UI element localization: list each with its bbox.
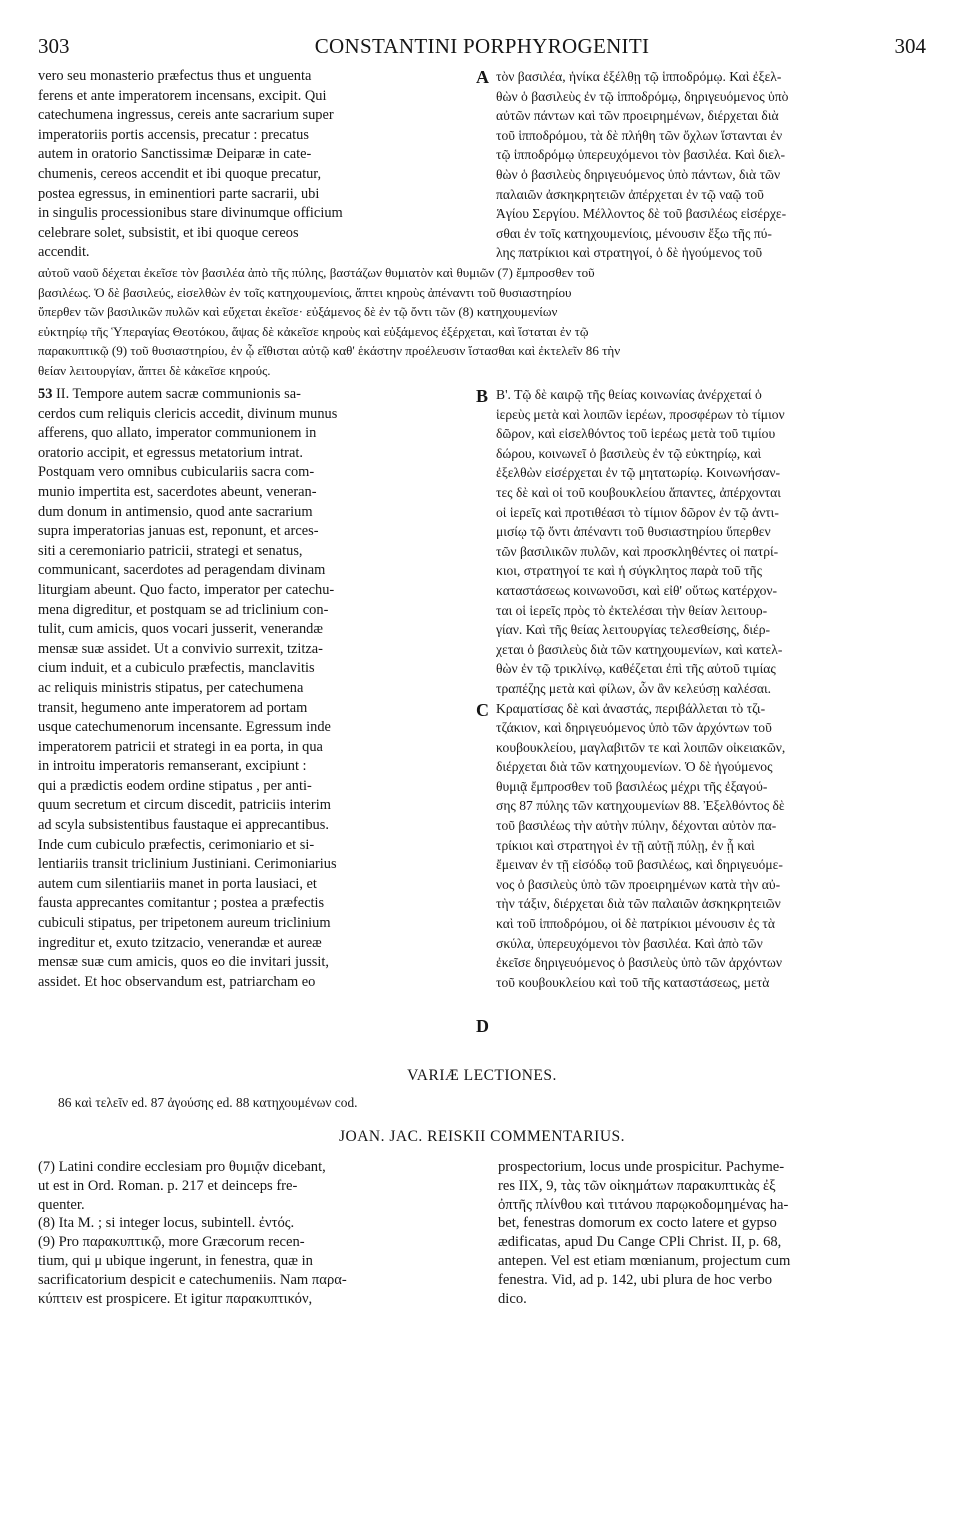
greek-line: ἱερεὺς μετὰ καὶ λοιπῶν ἱερέων, προσφέρων τὸ τίμιον [496,406,785,422]
commentary-line: κύπτειν est prospicere. Et igitur παρακυπτικόν, [38,1290,313,1307]
greek-full-line: παρακυπτικῷ (9) τοῦ θυσιαστηρίου, ἐν ᾧ εἴθισται αὐτῷ καθ' ἑκάστην προέλευσιν ἵστασθαι καὶ ἐκτελεῖν 86 τὴν [38,343,621,359]
commentary-line: dico. [498,1290,527,1307]
running-title: CONSTANTINI PORPHYROGENITI [314,34,650,58]
greek-line: θυμιᾷ ἔμπροσθεν τοῦ βασιλέως μέχρι τῆς ἐξαγού- [496,778,768,794]
commentary-line: res IIX, 9, τὰς τῶν οἰκημάτων παρακυπτικὰς ἐξ [498,1177,776,1194]
latin-main-first-line [38,385,472,405]
greek-line: κιοι, στρατηγοί τε καὶ ἡ σύγκλητος παρὰ τοῦ τῆς [496,563,763,579]
greek-line: καταστάσεως κοινωνοῦσι, καὶ εἰθ' οὕτως κατέρχον- [496,582,778,598]
greek-line: τοῦ βασιλέως τὴν αὐτὴν πύλην, δέχονται αὐτὸν πα- [496,818,777,834]
greek-full-line: βασιλέως. Ὁ δὲ βασιλεύς, εἰσελθὼν ἐν τοῖς κατηχουμενίοις, ἅπτει κηροὺς ἀπέναντι τοῦ θυσιαστηρίου [38,284,572,300]
latin-line: mensæ suæ assidet. Ut a convivio surrexit, tzitza- [38,640,323,657]
latin-line: chumenis, cereos accendit et ibi quoque precatur, [38,165,322,182]
margin-letter-a: A [476,67,489,87]
greek-line: τῷ ἱπποδρόμῳ ὑπερευχόμενοι τὸν βασιλέα. Καὶ διελ- [496,147,786,163]
latin-line: transit, hegumeno ante imperatorem ad portam [38,699,308,716]
greek-line: τζάκιον, καὶ δηριγευόμενος ὑπὸ τῶν ἀρχόντων τοῦ [496,720,772,736]
commentary-line: ὀπτῆς πλίνθου καὶ τιτάνου παρῳκοδομημένας ha- [498,1196,789,1213]
greek-line: ἐξελθὼν εἰσέρχεται ἐν τῷ μητατωρίῳ. Κοινωνήσαν- [496,465,781,481]
greek-line: τῶν βασιλικῶν πυλῶν, καὶ προσκληθέντες οἱ πατρί- [496,543,779,559]
commentary-line: quenter. [38,1196,85,1213]
latin-line: catechumena ingressus, cereis ante sacrarium super [38,107,334,124]
commentary-line: tium, qui μ ubique ingerunt, in fenestra, quæ in [38,1252,313,1269]
greek-line: οἱ ἱερεῖς καὶ προτιθέασι τὸ τίμιον δῶρον ἐν τῷ ἀντι- [496,504,779,520]
greek-full-line: εὐκτηρίῳ τῆς Ὑπεραγίας Θεοτόκου, ἅψας δὲ κἀκεῖσε κηροὺς καὶ εὐξάμενος ἐξέρχεται, καὶ ἵσταται ἐν τῷ [38,323,589,339]
variae-heading: VARIÆ LECTIONES. [407,1067,557,1084]
variae-lectiones: 86 καὶ τελεῖν ed. 87 ἀγούσης ed. 88 κατηχουμένων cod. [58,1095,358,1110]
latin-line: fausta apprecantes comitantur ; postea a præfectis [38,895,325,912]
greek-full-line: θείαν λειτουργίαν, ἅπτει δὲ κἀκεῖσε κηρούς. [38,362,271,378]
latin-line: mena digreditur, et postquam se ad triclinium con- [38,601,329,618]
commentary-line: fenestra. Vid, ad p. 142, ubi plura de hoc verbo [498,1271,773,1288]
section-number: 53 [38,386,53,402]
latin-line: vero seu monasterio præfectus thus et unguenta [38,68,312,84]
latin-line: Postquam vero omnibus cubiculariis sacra com- [38,464,315,481]
greek-line: χεται ὁ βασιλεὺς διὰ τῶν κατηχουμενίων, καὶ κατελ- [496,641,783,657]
commentary-line: ædificatas, apud Du Cange CPli Christ. II, p. 68, [498,1234,782,1251]
greek-full-line: αὐτοῦ ναοῦ δέχεται ἐκεῖσε τὸν βασιλέα ἀπὸ τῆς πύλης, βαστάζων θυμιατὸν καὶ θυμιῶν (7) ἔμπροσθεν τοῦ [38,265,595,280]
greek-line: ἐκεῖσε δηριγευόμενος ὁ βασιλεὺς ὑπὸ τῶν ἀρχόντων [496,955,782,971]
page-header [38,34,926,62]
greek-line: θὼν ὁ βασιλεὺς ἐν τῷ ἱπποδρόμῳ, δηριγευόμενος ὑπὸ [496,88,789,104]
greek-line: γίαν. Καὶ τῆς θείας λειτουργίας τελεσθείσης, διέρ- [496,622,771,638]
greek-line: λης πατρίκιοι καὶ στρατηγοί, ὁ δὲ ἡγούμενος τοῦ [496,245,763,261]
commentary-line: bet, fenestras domorum ex cocto latere et gypso [498,1215,777,1232]
greek-line: νος ὁ βασιλεὺς ὑπὸ τῶν προειρημένων κατὰ τὴν αὐ- [496,876,781,892]
latin-line: accendit. [38,244,90,261]
latin-line: autem cum silentiariis manet in porta lausiaci, et [38,875,317,892]
greek-line: δώρου, κοινωνεῖ ὁ βασιλεὺς ἐν τῷ εὐκτηρίῳ, καὶ [496,445,762,461]
latin-line: postea egressus, in eminentiori parte sacrarii, ubi [38,185,320,202]
greek-line: κουβουκλείου, μαγλαβιτῶν τε καὶ λοιπῶν οἰκειακῶν, [496,739,786,755]
latin-line: communicant, sacerdotes ad peragendam divinam [38,562,326,579]
margin-letter-d: D [476,1016,489,1036]
greek-line: ἔμειναν ἐν τῇ εἰσόδῳ τοῦ βασιλέως, καὶ δηριγευόμε- [496,857,783,873]
commentary-right-column [498,1158,926,1308]
greek-line: Ἁγίου Σεργίου. Μέλλοντος δὲ τοῦ βασιλέως εἰσέρχε- [496,206,787,222]
latin-line: afferens, quo allato, imperator communionem in [38,425,317,442]
latin-line: mensæ suæ cum amicis, quos eo die invitari jussit, [38,954,329,971]
greek-line: τραπέζης μετὰ καὶ φίλων, ὧν ἂν κελεύσῃ καλέσαι. [496,680,772,696]
greek-line: τοῦ ἱπποδρόμου, τὰ δὲ πλήθη τῶν ὄχλων ἵστανται ἐν [496,127,783,143]
greek-line: τοῦ κουβουκλείου καὶ τοῦ τῆς καταστάσεως, μετὰ [496,974,770,990]
latin-line: munio impertita est, sacerdotes abeunt, veneran- [38,483,317,500]
latin-line: autem in oratorio Sanctissimæ Deiparæ in cate- [38,146,312,163]
latin-line: tulit, cum amicis, quos vocari jusserit, venerandæ [38,621,323,638]
greek-line: ται οἱ ἱερεῖς πρὸς τὸ ἐκτελέσαι τὴν θείαν λειτουρ- [496,602,768,618]
greek-line: Κραματίσας δὲ καὶ ἀναστάς, περιβάλλεται τὸ τζι- [496,700,766,716]
latin-line: oratorio accipit, et egressus metatorium intrat. [38,444,303,461]
greek-column-main [496,385,926,992]
page-number-left: 303 [38,34,70,58]
greek-line: τες δὲ καὶ οἱ τοῦ κουβουκλείου ἅπαντες, ἀπέρχονται [496,484,781,500]
latin-line: in singulis processionibus stare divinumque officium [38,205,343,222]
latin-line: quum secretum et circum discedit, patriciis interim [38,797,331,814]
latin-line: cium induit, et a cubiculo præfectis, manclavitis [38,660,315,677]
latin-line: qui a prædictis eodem ordine stipatus , per anti- [38,777,312,794]
margin-letter-b: B [476,386,489,406]
greek-line: θὼν ἐν τῷ τρικλίνῳ, καθέζεται ἐπὶ τῆς αὐτοῦ τιμίας [496,661,776,677]
latin-line: ferens et ante imperatorem incensans, excipit. Qui [38,87,327,104]
latin-main-first-text: II. Tempore autem sacræ communionis sa- [56,386,301,402]
margin-letter-c: C [476,700,489,720]
greek-line: σης 87 πύλης τῶν κατηχουμενίων 88. Ἐξελθόντος δὲ [496,798,785,814]
latin-line: imperatorem patricii et strategi in ea porta, in qua [38,738,323,755]
latin-line: usque catechumenorum incensante. Egressum inde [38,719,331,736]
greek-line: δῶρον, καὶ εἰσελθόντος τοῦ ἱερέως μετὰ τοῦ τιμίου [496,426,776,442]
greek-line: καὶ τοῦ ἱπποδρόμου, οἱ δὲ πατρίκιοι μένουσιν ἐς τὰ [496,916,775,932]
commentary-left-column [38,1158,472,1308]
latin-line: ad scyla subsistentibus faustaque ei apprecantibus. [38,817,329,834]
greek-line: σκύλα, ὑπερευχόμενοι τὸν βασιλέα. Καὶ ἀπὸ τῶν [496,935,763,951]
commentary-heading: JOAN. JAC. REISKII COMMENTARIUS. [338,1128,626,1145]
latin-line: cerdos cum reliquis clericis accedit, divinum munus [38,405,338,422]
page-number-right: 304 [894,34,926,58]
latin-line: celebrare solet, subsistit, et ibi quoque cereos [38,224,299,241]
latin-column-main [38,385,472,992]
latin-line: liturgiam abeunt. Quo facto, imperator per catechu- [38,581,335,598]
greek-line: αὐτῶν πάντων καὶ τῶν προειρημένων, διέρχεται διὰ [496,108,779,124]
greek-line: θὼν ὁ βασιλεὺς δηριγευόμενος ὑπὸ πάντων, διὰ τῶν [496,166,781,182]
latin-line: ac reliquis ministris stipatus, per catechumena [38,679,304,696]
commentary-line: (7) Latini condire ecclesiam pro θυμιᾷν dicebant, [38,1159,326,1175]
greek-line: διέρχεται διὰ τῶν κατηχουμενίων. Ὁ δὲ ἡγούμενος [496,759,773,775]
latin-line: assidet. Et hoc observandum est, patriarcham eo [38,973,316,990]
latin-line: ingreditur et, exuto tzitzacio, venerandæ et aureæ [38,934,322,951]
commentary-line: ut est in Ord. Roman. p. 217 et deinceps fre- [38,1177,298,1194]
greek-full-width-block [38,263,926,381]
greek-line: παλαιῶν ἀσκηκρητειῶν ἀπέρχεται ἐν τῷ ναῷ τοῦ [496,186,764,202]
greek-full-line: ὕπερθεν τῶν βασιλικῶν πυλῶν καὶ εὔχεται ἐκεῖσε· εὐξάμενος δὲ ἐν τῷ ὄντι τῶν (8) κατηχουμενίων [38,304,558,320]
greek-line: Β'. Τῷ δὲ καιρῷ τῆς θείας κοινωνίας ἀνέρχεταί ὁ [496,387,762,402]
latin-line: lentiariis transit triclinium Justiniani. Cerimoniarius [38,856,337,873]
commentary-line: (8) Ita M. ; si integer locus, subintell. ἐντός. [38,1215,295,1232]
greek-line: τὸν βασιλέα, ἡνίκα ἐξέλθῃ τῷ ἱπποδρόμῳ. Καὶ ἐξελ- [496,69,782,84]
latin-line: Inde cum cubiculo præfectis, cerimoniario et si- [38,836,315,853]
commentary-line: (9) Pro παρακυπτικῷ, more Græcorum recen- [38,1234,305,1251]
commentary-line: antepen. Vel est etiam mœnianum, projectum cum [498,1252,791,1269]
greek-column-top [496,67,926,263]
commentary-line: prospectorium, locus unde prospicitur. Pachyme- [498,1159,785,1175]
latin-line: siti a ceremoniario patricii, strategi et senatus, [38,542,303,559]
latin-line: imperatoriis portis accensis, precatur : precatus [38,126,309,143]
greek-line: σθαι ἐν τοῖς κατηχουμενίοις, μένουσιν ἔξω τῆς πύ- [496,225,772,241]
commentary-line: sacrificatorium despicit e catechumeniis. Nam παρα- [38,1271,347,1288]
latin-line: dum donum in antimensio, quod ante sacrarium [38,503,313,520]
greek-line: τρίκιοι καὶ στρατηγοὶ ἐν τῇ αὐτῇ πύλῃ, ἐν ᾗ καὶ [496,837,755,853]
greek-line: τὴν τάξιν, διέρχεται διὰ τῶν παλαιῶν ἀσκηκρητειῶν [496,896,781,912]
latin-line: supra imperatorias januas est, reponunt, et arces- [38,523,319,540]
greek-line: μισίῳ τῷ ὄντι ἀπέναντι τοῦ θυσιαστηρίου ὕπερθεν [496,524,771,540]
latin-line: in introitu imperatoris remanserant, excipiunt : [38,758,307,775]
latin-line: cubiculi stipatus, per tripetonem aureum triclinium [38,915,331,932]
latin-column-top [38,67,472,263]
